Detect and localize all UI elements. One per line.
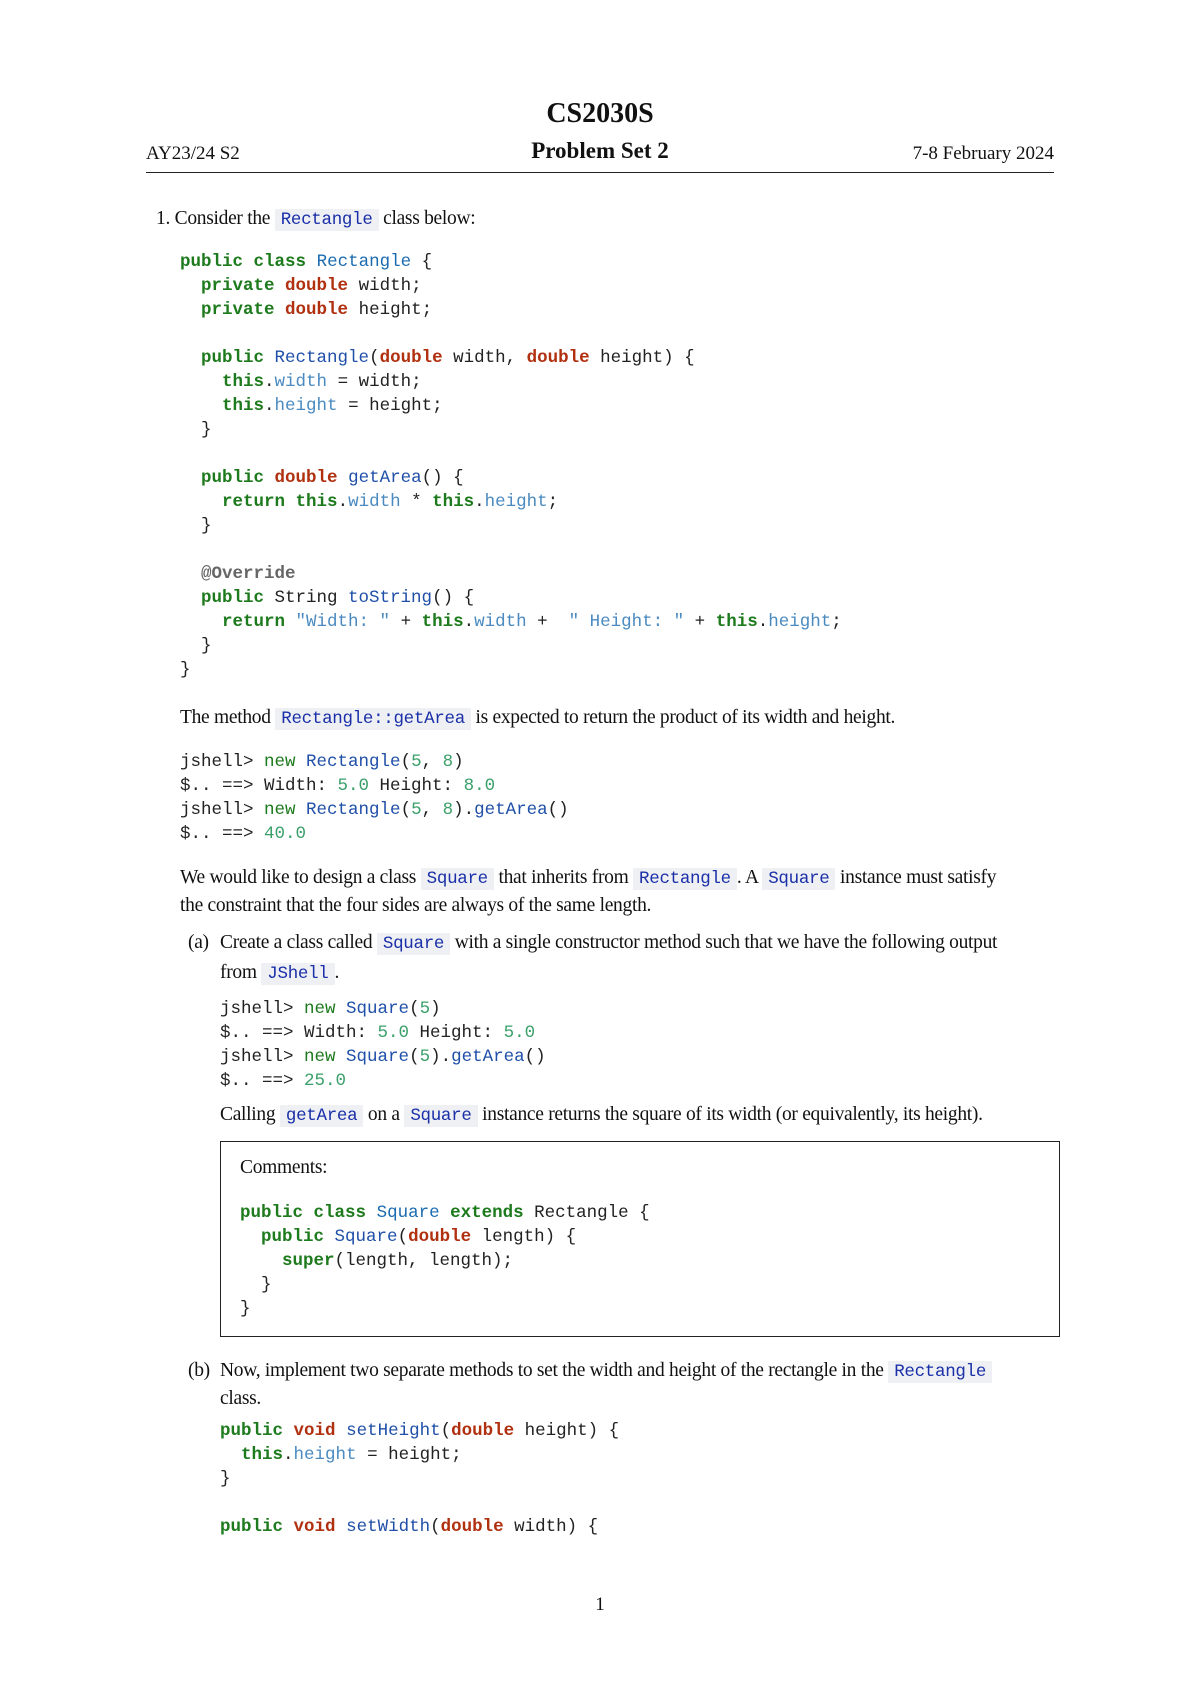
code-line: public class Square extends Rectangle { xyxy=(240,1203,650,1223)
part-b-label: (b) xyxy=(188,1360,210,1381)
code-line xyxy=(180,322,842,346)
code-line: this.height = height; xyxy=(222,396,443,416)
jshell-rectangle-output xyxy=(180,750,569,846)
code-line: @Override xyxy=(201,564,296,584)
inline-code: Rectangle::getArea xyxy=(275,708,471,730)
code-line: jshell> new Square(5).getArea() xyxy=(220,1047,546,1067)
code-line: return this.width * this.height; xyxy=(222,492,559,512)
inline-code: getArea xyxy=(280,1105,363,1127)
code-line xyxy=(220,1491,619,1515)
code-line: } xyxy=(180,516,212,536)
design-description: We would like to design a class Square that inherits from Rectangle . A Square instance must satisfy xyxy=(180,867,997,889)
question-1-intro: 1. Consider the Rectangle class below: xyxy=(156,208,476,230)
inline-code: Square xyxy=(762,868,835,890)
code-line: $.. ==> 25.0 xyxy=(220,1071,347,1091)
code-line: public Square(double length) { xyxy=(261,1227,577,1247)
code-line: } xyxy=(240,1299,251,1319)
code-line xyxy=(180,538,842,562)
part-a-text-line-2: from JShell . xyxy=(220,962,340,984)
part-b-text-line-2: class. xyxy=(220,1388,261,1409)
course-code: CS2030S xyxy=(546,98,654,129)
part-a-label: (a) xyxy=(188,932,209,953)
code-line: public String toString() { xyxy=(201,588,475,608)
code-line: public class Rectangle { xyxy=(180,252,433,272)
jshell-square-output xyxy=(220,997,546,1093)
setter-code xyxy=(220,1419,619,1539)
method-description: The method Rectangle::getArea is expected to return the product of its width and height. xyxy=(180,707,896,729)
problem-set-title: Problem Set 2 xyxy=(531,138,669,163)
code-line: private double width; xyxy=(201,276,422,296)
code-line: } xyxy=(240,1275,272,1295)
inline-code: Square xyxy=(421,868,494,890)
code-line: } xyxy=(180,636,212,656)
inline-code: Square xyxy=(377,933,450,955)
code-line: public void setWidth(double width) { xyxy=(220,1517,599,1537)
code-line: jshell> new Rectangle(5, 8) xyxy=(180,752,464,772)
code-line: } xyxy=(180,660,191,680)
part-a-text: Create a class called Square with a single constructor method such that we have the following output xyxy=(220,932,998,954)
question-number: 1. xyxy=(156,208,171,229)
code-line: $.. ==> Width: 5.0 Height: 5.0 xyxy=(220,1023,536,1043)
code-line: public void setHeight(double height) { xyxy=(220,1421,620,1441)
date-label: 7-8 February 2024 xyxy=(912,143,1054,164)
inline-code: Square xyxy=(404,1105,477,1127)
inline-code: Rectangle xyxy=(275,209,379,231)
code-line: this.width = width; xyxy=(222,372,422,392)
term-label: AY23/24 S2 xyxy=(146,143,240,164)
code-line: public Rectangle(double width, double height) { xyxy=(201,348,695,368)
code-line: this.height = height; xyxy=(241,1445,462,1465)
code-line: return "Width: " + this.width + " Height: " + this.height; xyxy=(222,612,842,632)
code-line: super(length, length); xyxy=(282,1251,514,1271)
header-rule xyxy=(146,172,1054,173)
inline-code: Rectangle xyxy=(633,868,737,890)
part-b-text: Now, implement two separate methods to set the width and height of the rectangle in the Rectangle xyxy=(220,1357,992,1386)
comments-label: Comments: xyxy=(240,1157,328,1178)
design-description-line-2: the constraint that the four sides are always of the same length. xyxy=(180,895,652,916)
code-line xyxy=(180,442,842,466)
code-line: public double getArea() { xyxy=(201,468,464,488)
square-answer-code xyxy=(240,1201,650,1321)
code-line: $.. ==> Width: 5.0 Height: 8.0 xyxy=(180,776,496,796)
code-line: } xyxy=(180,420,212,440)
code-line: jshell> new Square(5) xyxy=(220,999,441,1019)
calling-description: Calling getArea on a Square instance returns the square of its width (or equivalently, its height). xyxy=(220,1104,983,1126)
inline-code: Rectangle xyxy=(888,1361,992,1383)
rectangle-class-code xyxy=(180,250,842,682)
code-line: $.. ==> 40.0 xyxy=(180,824,307,844)
code-line: jshell> new Rectangle(5, 8).getArea() xyxy=(180,800,569,820)
code-line: private double height; xyxy=(201,300,433,320)
inline-code: JShell xyxy=(261,963,334,985)
code-line: } xyxy=(220,1469,231,1489)
page-number: 1 xyxy=(595,1594,605,1615)
